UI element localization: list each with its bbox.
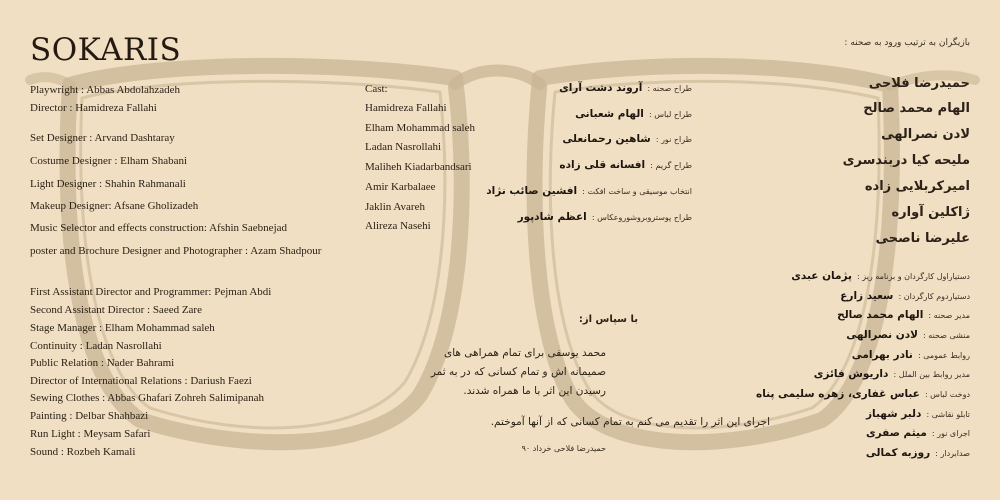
crew-line: First Assistant Director and Programmer: Pejman Abdi: [30, 286, 272, 298]
persian-cast-member: امیرکربلایی زاده: [864, 179, 970, 194]
crew-line: Costume Designer : Elham Shabani: [30, 155, 188, 167]
thanks-line: صمیمانه اش و تمام کسانی که در به ثمر: [430, 366, 606, 378]
cast-heading: Cast:: [365, 83, 388, 95]
thanks-heading: با سپاس از:: [578, 314, 638, 325]
cast-member: Maliheh Kiadarbandsari: [365, 161, 472, 173]
persian-crew-line: روابط عمومی : نادر بهرامی: [851, 349, 970, 361]
crew-line: Continuity : Ladan Nasrollahi: [30, 340, 162, 352]
persian-crew-line: انتخاب موسیقی و ساخت افکت : افشین صائب نژاد: [486, 185, 692, 197]
cast-member: Ladan Nasrollahi: [365, 141, 442, 153]
crew-line: Sewing Clothes : Abbas Ghafari Zohreh Salimipanah: [30, 392, 265, 404]
persian-crew-line: اجرای نور : میثم صفری: [866, 427, 970, 439]
crew-line: Director : Hamidreza Fallahi: [30, 102, 157, 114]
persian-crew-line: طراح گریم : افسانه قلی زاده: [559, 159, 692, 171]
crew-line: Director of International Relations : Dariush Faezi: [30, 375, 252, 387]
crew-line: Set Designer : Arvand Dashtaray: [30, 132, 175, 144]
play-title: SOKARIS: [30, 32, 182, 68]
persian-crew-line: مدیر روابط بین الملل : داریوش فائزی: [813, 368, 970, 380]
persian-cast-member: ژاکلین آواره: [891, 205, 970, 220]
persian-cast-member: الهام محمد صالح: [863, 101, 970, 116]
crew-line: Public Relation : Nader Bahrami: [30, 357, 175, 369]
persian-crew-line: طراح صحنه : آروند دشت آرای: [559, 82, 692, 94]
crew-line: Run Light : Meysam Safari: [30, 428, 151, 440]
cast-member: Elham Mohammad saleh: [365, 122, 475, 134]
persian-crew-line: طراح نور : شاهین رحمانعلی: [562, 133, 692, 145]
persian-cast-member: حمیدرضا فلاحی: [868, 76, 970, 91]
cast-member: Alireza Nasehi: [365, 220, 431, 232]
thanks-line: رسیدن این اثر با ما همراه شدند.: [463, 385, 606, 397]
thanks-paragraph: [431, 344, 606, 401]
crew-line: Sound : Rozbeh Kamali: [30, 446, 136, 458]
crew-line: Makeup Designer: Afsane Gholizadeh: [30, 200, 199, 212]
crew-line: Second Assistant Director : Saeed Zare: [30, 304, 202, 316]
crew-line: Stage Manager : Elham Mohammad saleh: [30, 322, 215, 334]
persian-crew-line: طراح لباس : الهام شعبانی: [575, 108, 692, 120]
persian-crew-line: تابلو نقاشی : دلبر شهباز: [866, 408, 970, 420]
persian-cast-member: ملیحه کیا دربندسری: [842, 153, 970, 168]
persian-cast-heading: بازیگران به ترتیب ورود به صحنه :: [844, 38, 970, 48]
cast-member: Amir Karbalaee: [365, 181, 436, 193]
persian-crew-line: دستیاردوم کارگردان : سعید زارع: [840, 290, 970, 302]
crew-line: poster and Brochure Designer and Photographer : Azam Shadpour: [30, 245, 322, 257]
dedication-line: اجرای این اثر را تقدیم می کنم به تمام کسانی که از آنها آموختم.: [490, 416, 770, 428]
crew-line: Playwright : Abbas Abdolahzadeh: [30, 84, 181, 96]
persian-cast-member: لادن نصرالهی: [881, 127, 970, 142]
persian-crew-line: دستیاراول کارگردان و برنامه ریز : پژمان عبدی: [791, 270, 970, 282]
cast-member: Jaklin Avareh: [365, 201, 425, 213]
persian-crew-line: صدابردار : روزبه کمالی: [865, 447, 970, 459]
crew-line: Music Selector and effects construction: Afshin Saebnejad: [30, 222, 288, 234]
persian-crew-line: دوخت لباس : عباس غفاری، زهره سلیمی پناه: [756, 388, 970, 400]
cast-member: Hamidreza Fallahi: [365, 102, 447, 114]
persian-crew-line: منشی صحنه : لادن نصرالهی: [846, 329, 970, 341]
persian-crew-line: مدیر صحنه : الهام محمد صالح: [837, 309, 970, 321]
crew-line: Painting : Delbar Shahbazi: [30, 410, 149, 422]
crew-line: Light Designer : Shahin Rahmanali: [30, 178, 186, 190]
thanks-line: محمد یوسفی برای تمام همراهی های: [444, 347, 606, 359]
persian-crew-line: طراح پوستروبروشوروعکاس : اعظم شادپور: [517, 211, 692, 223]
director-signature: حمیدرضا فلاحی خرداد ۹۰: [521, 444, 606, 453]
persian-cast-member: علیرضا ناصحی: [875, 231, 970, 246]
